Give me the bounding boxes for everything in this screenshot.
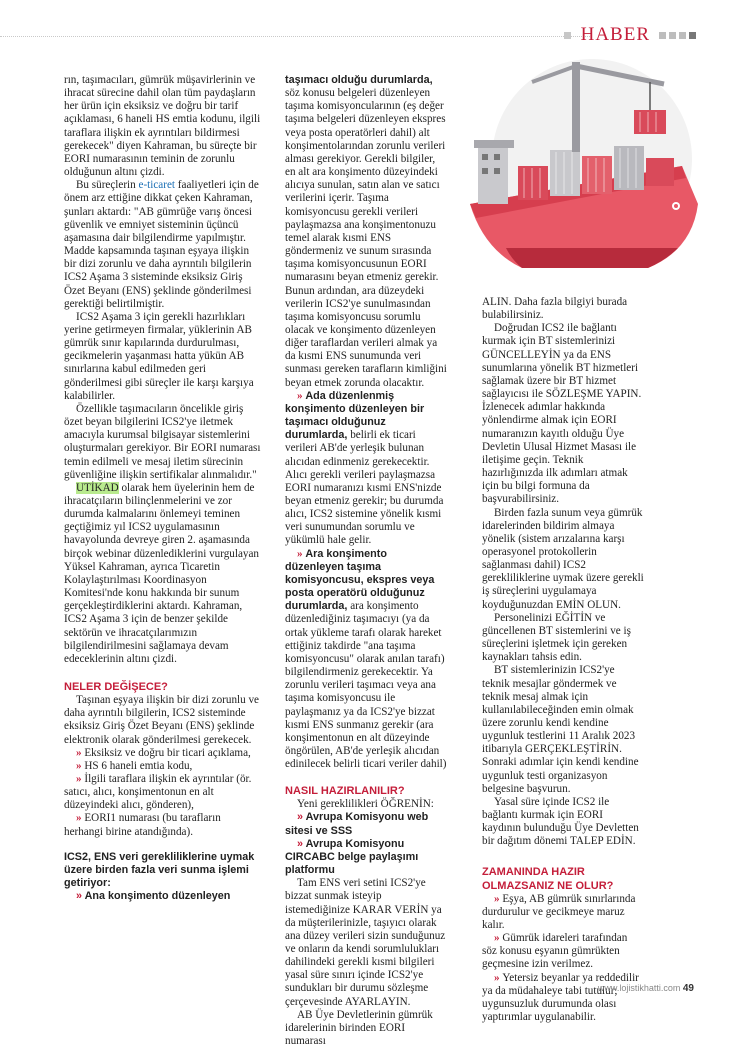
paragraph: BT sistemlerinizin ICS2'ye teknik mesajlar göndermek ve teknik mesaj almak için kullanılabileceğinden emin olmak üzere zorunlu kendi kendine uygunluk testlerini 11 Aralık 2023 itibarıyla GERÇEKLEŞTİRİN. Sonraki adımlar için kendi kendine uygunluk testi organizasyon belgesine başvurun. xyxy=(482,664,639,795)
bullet-item: » EORI1 numarası (bu tarafların herhangi birine atandığında). xyxy=(64,812,221,838)
paragraph: » Ara konşimento düzenleyen taşıma komisyoncusu, ekspres veya posta operatörü olduğunuz durumlarda, ara konşimento düzenlediğiniz taşımacıyı (ya da ortak yükleme tarafı olarak hareket ettiğiniz takdirde "ana taşıma komisyoncusu" olarak anılan tarafı) bilgilendirmeniz gerekecektir. Ya zorunlu verileri taşımacı veya ana taşıma komisyoncusu ile paylaşmanız ya da ICS2'ye bizzat kısmi ENS sunmanız gerekir (ara konşimentonun en alt düzeyinde öngörülen, AB'de yerleşik alıcıdan edinilecek belirli ticari veriler dahil) xyxy=(285,547,447,771)
bullet-item: » Avrupa Komisyonu CIRCABC belge paylaşımı platformu xyxy=(285,837,419,877)
section-header xyxy=(564,24,696,46)
arrow-bullet-icon: » xyxy=(76,812,85,825)
page-number: 49 xyxy=(682,983,694,994)
e-commerce-link[interactable]: e-ticaret xyxy=(138,179,175,192)
arrow-bullet-icon: » xyxy=(76,746,85,759)
arrow-bullet-icon: » xyxy=(297,837,306,850)
article-column-3 xyxy=(482,296,644,1024)
page-footer xyxy=(598,983,694,994)
paragraph: Yasal süre içinde ICS2 ile bağlantı kurmak için EORI kaydının bulunduğu Üye Devletten bir dağıtım dönemi TALEP EDİN. xyxy=(482,795,639,848)
paragraph: Bu süreçlerin e-ticaret faaliyetleri için de önem arz ettiğine dikkat çeken Kahraman, şunları aktardı: "AB gümrüğe varış öncesi güvenlik ve emniyet sisteminin üçüncü aşamasına dair bilgilendirme yapılmıştır. Madde kapsamında taşınan eşyaya ilişkin bir dizi zorunlu ve daha ayrıntılı bilgilerin ICS2 Aşama 3 sisteminde eksiksiz Giriş Özet Beyanı (ENS) şeklinde gönderilmesi gerektiği belirtilmiştir. xyxy=(64,179,259,310)
header-square-icon xyxy=(679,32,686,39)
arrow-bullet-icon: » xyxy=(76,772,85,785)
bullet-item: » İlgili taraflara ilişkin ek ayrıntılar (ör. satıcı, alıcı, konşimentonun en alt düzeyindeki alıcı, gönderen), xyxy=(64,772,252,812)
section-heading: NELER DEĞİŞECE? xyxy=(64,681,168,694)
site-url[interactable]: www.lojistikhatti.com xyxy=(597,983,681,993)
arrow-bullet-icon: » xyxy=(297,811,306,824)
bullet-item: » HS 6 haneli emtia kodu, xyxy=(76,759,193,772)
article-column-2 xyxy=(285,74,447,1048)
paragraph: UTİKAD olarak hem üyelerinin hem de ihracatçıların bilinçlenmelerini ve zor durumda kalmalarını önlemeyi teminen geçtiğimiz yıl ICS2 uygulamasının havayolunda devreye giren 2. aşamasında birçok webinar düzenlediklerini vurgulayan Yüksel Kahraman, ayrıca Ticaretin Kolaylaştırılması Koordinasyon Komitesi'nde konu hakkında bir sunum gerçekleştirdiklerini aktardı. Kahraman, ICS2 Aşama 3 için de benzer şekilde sektörün ve ihracatçılarımızın bilgilendirilmesini sağlamaya devam edeceklerinin altını çizdi. xyxy=(64,481,259,665)
article-column-1 xyxy=(64,74,262,903)
paragraph: Yeni gereklilikleri ÖĞRENİN: xyxy=(297,798,434,811)
header-square-icon xyxy=(564,32,571,39)
bullet-item: » Gümrük idareleri tarafından söz konusu eşyanın gümrükten geçmesine izin verilmez. xyxy=(482,932,628,971)
paragraph: ALIN. Daha fazla bilgiyi burada bulabilirsiniz. xyxy=(482,296,628,322)
arrow-bullet-icon: » xyxy=(494,932,503,945)
paragraph: rın, taşımacıları, gümrük müşavirlerinin ve ihracat sürecine dahil olan tüm paydaşların her ürün için eksiksiz ve doğru bir tarif açıklaması, 6 haneli HS emtia kodunu, ilgili taraflara ilişkin ek ayrıntıları bildirmesi gerekecek" diyen Kahraman, bu süreçte bir EORI numarasının teminin de zorunlu olduğunun altını çizdi. xyxy=(64,74,261,179)
paragraph: Özellikle taşımacıların öncelikle giriş özet beyan bilgilerini ICS2'ye iletmek amacıyla kurumsal bilgisayar sistemlerini oluşturmaları gerekiyor. Bir EORI numarası temin edilmeli ve mesaj iletim sürecinin güvenliğine ilişkin sertifikalar alınmalıdır." xyxy=(64,402,261,481)
arrow-bullet-icon: » xyxy=(76,890,85,903)
bullet-item: » Eksiksiz ve doğru bir ticari açıklama, xyxy=(76,746,251,759)
bullet-item: » Avrupa Komisyonu web sitesi ve SSS xyxy=(285,811,429,837)
highlighted-term: UTİKAD xyxy=(76,481,119,494)
paragraph: Doğrudan ICS2 ile bağlantı kurmak için BT sistemlerinizi GÜNCELLEYİN ya da ENS sunumlarına yönelik BT hizmetleri sağlamak üzere bir BT hizmet sağlayıcısı ile SÖZLEŞME YAPIN. İzlenecek adımlar hakkında yönlendirme almak için EORI numaranızın kayıtlı olduğu Üye Devletin Ulusal Hizmet Masası ile iletişime geçin. Teknik hazırlığınızda ilk adımları atmak için bu bilgi formuna da başvurabilirsiniz. xyxy=(482,322,642,506)
container-ship-icon xyxy=(470,59,698,268)
arrow-bullet-icon: » xyxy=(76,759,85,772)
paragraph: » Ada düzenlenmiş konşimento düzenleyen bir taşımacı olduğunuz durumlarda, belirli ek ticari verileri AB'de yerleşik bulunan alıcıdan edinmeniz gerekecektir. Alıcı gerekli verileri paylaşmazsa EORI numaranızı kısmi ENS'nizde beyan etmeniz gerekir; bu durumda alıcı, ICS2 sistemine yönelik kısmi veri sunumundan sorumlu ve yükümlü hale gelir. xyxy=(285,389,444,547)
paragraph: Personelinizi EĞİTİN ve güncellenen BT sistemlerini ve iş süreçlerini işletmek için gereken kaynakları tahsis edin. xyxy=(482,611,631,664)
header-square-icon xyxy=(669,32,676,39)
header-square-icon xyxy=(689,32,696,39)
bullet-item: » Ana konşimento düzenleyen xyxy=(76,890,231,903)
paragraph: Birden fazla sunum veya gümrük idarelerinden bildirim almaya yönelik (sistem arızalarına karşı operasyonel protokollerin sağlanması dahil) ICS2 gerekliliklerine uymak üzere gerekli iş süreçlerini uygulamaya koyduğunuzdan EMİN OLUN. xyxy=(482,506,644,611)
bullet-item: » Yetersiz beyanlar ya reddedilir ya da müdahaleye tabi tutulur; uygunsuzluk durumunda olası yaptırımlar uygulanabilir. xyxy=(482,971,639,1023)
header-rule xyxy=(0,36,590,37)
section-title: HABER xyxy=(580,24,650,45)
paragraph: Tam ENS veri setini ICS2'ye bizzat sunmak isteyip istemediğinize KARAR VERİN ya da müşterilerinizle, taşıyıcı olarak ana düzey verileri sizin sunduğunuz ve onların da kendi sorumlulukları dahilindeki gerekli kısmi bilgileri yasal süre sınırı içinde ICS2'ye sundukları bir durumu sözleşme çerçevesinde AYARLAYIN. xyxy=(285,877,446,1008)
header-square-icon xyxy=(659,32,666,39)
bullet-item: » Eşya, AB gümrük sınırlarında durdurulur ve gecikmeye maruz kalır. xyxy=(482,892,636,931)
paragraph: Taşınan eşyaya ilişkin bir dizi zorunlu ve daha ayrıntılı bilgilerin, ICS2 sisteminde eksiksiz Giriş Özet Beyanı (ENS) şeklinde elektronik olarak gönderilmesi gerekecek. xyxy=(64,694,259,746)
arrow-bullet-icon: » xyxy=(297,547,306,560)
subheading: ICS2, ENS veri gerekliliklerine uymak üzere birden fazla veri sunma işlemi getiriyor: xyxy=(64,850,255,890)
paragraph: AB Üye Devletlerinin gümrük idarelerinin birinden EORI numarası xyxy=(285,1008,433,1048)
arrow-bullet-icon: » xyxy=(297,389,306,402)
section-heading: ZAMANINDA HAZIR OLMAZSANIZ NE OLUR? xyxy=(482,865,614,892)
container-ship-illustration xyxy=(452,54,710,286)
arrow-bullet-icon: » xyxy=(494,971,503,984)
paragraph: ICS2 Aşama 3 için gerekli hazırlıkları yerine getirmeyen firmalar, yüklerinin AB gümrük sınır kapılarında durdurulması, gecikmelerin yaşanması hatta yükün AB sınırlarına kabul edilmeden geri gönderilmesi gibi süreçler ile karşı karşıya kalabilirler. xyxy=(64,310,254,402)
paragraph: taşımacı olduğu durumlarda, söz konusu belgeleri düzenleyen taşıma komisyoncularının (eş değer taşıma belgeleri düzenleyen ekspres veya posta operatörleri dahil) alt konşimentolarından zorunlu verileri alması gerekiyor. Gerekli bilgiler, en alt ara konşimento düzeyindeki alıcıya sunulan, satın alan ve satıcı verilerini içerir. Taşıma komisyoncusu gerekli verileri paylaşmazsa ana konşimentonuzu temel alarak kısmi ENS göndermeniz ve sunum sırasında taşıma komisyoncusunun EORI numarasını beyan etmeniz gerekir. Bunun ardından, ara düzeydeki verilerin ICS2'ye sunulmasından taşıma komisyoncusu sorumlu olacak ve konşimento düzenleyen diğer taraflardan verileri almak ya da kısmi ENS sunumunda veri sunması gereken tarafların kimliğini beyan etmek zorunda olacaktır. xyxy=(285,74,447,389)
arrow-bullet-icon: » xyxy=(494,892,503,905)
section-heading: NASIL HAZIRLANILIR? xyxy=(285,785,405,798)
